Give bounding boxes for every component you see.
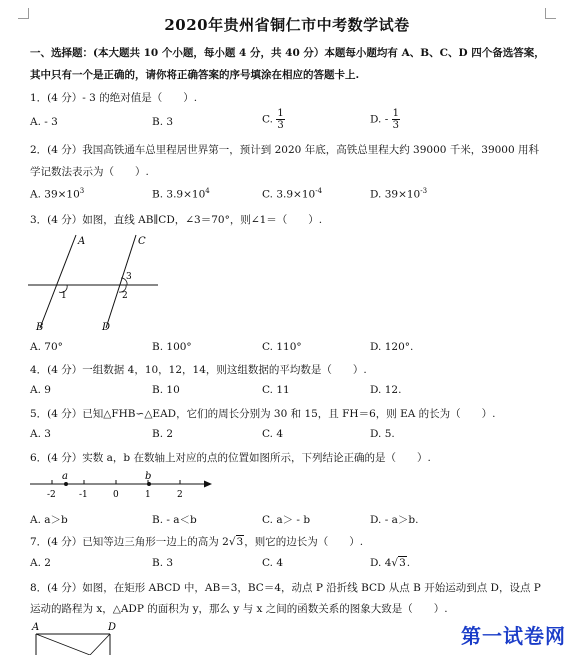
q7-d-radicand: 3 (399, 557, 406, 569)
q2-stem-line2: 学记数法表示为（ ）. (30, 166, 149, 178)
q6-point-a (64, 482, 68, 486)
q3-option-a: A. 70° (30, 341, 63, 353)
q4-stem: 4．(4 分）一组数据 4，10，12，14，则这组数据的平均数是（ ）. (30, 364, 367, 376)
q6-option-c: C. a＞ - b (262, 514, 311, 526)
q3-option-d: D. 120°. (370, 341, 414, 353)
watermark-logo: 第一试卷网 (461, 624, 566, 648)
q2-b-base: B. 3.9×10 (152, 188, 206, 201)
q5-stem: 5．(4 分）已知△FHB∽△EAD，它们的周长分别为 30 和 15，且 FH＝6，则 EA 的长为（ ）. (30, 408, 496, 420)
q2-option-b (152, 187, 210, 201)
q7-stem: 7．(4 分）已知等边三角形一边上的高为 2√3，则它的边长为（ ）. (30, 536, 364, 548)
q6-point-b (147, 482, 151, 486)
q8-stem-line1: 8．(4 分）如图，在矩形 ABCD 中，AB＝3，BC＝4，动点 P 沿折线 BCD 从点 B 开始运动到点 D，设点 P (30, 582, 541, 594)
q8-stem-line2: 运动的路程为 x，△ADP 的面积为 y，那么 y 与 x 之间的函数关系的图象大致是（ ）. (30, 603, 448, 615)
q7-stem-radicand: 3 (236, 536, 244, 548)
q1-d-numerator: 1 (392, 108, 399, 119)
q6-stem: 6．(4 分）实数 a，b 在数轴上对应的点的位置如图所示，下列结论正确的是（ ）. (30, 452, 431, 464)
q1-option-d-prefix: D. - (370, 113, 389, 126)
q3-label-angle3: 3 (126, 272, 132, 282)
q2-a-exponent: 3 (79, 187, 85, 195)
q7-stem-post: ，则它的边长为（ ）. (244, 536, 364, 548)
q6-option-b: B. - a＜b (152, 514, 197, 526)
q4-option-c: C. 11 (262, 384, 290, 396)
q8-label-a: A (32, 622, 40, 633)
q5-option-d: D. 5. (370, 428, 395, 440)
q1-option-c-fraction (276, 108, 284, 131)
q3-label-angle1: 1 (61, 291, 67, 301)
q6-option-d: D. - a＞b. (370, 514, 419, 526)
q8-label-d: D (108, 622, 117, 633)
q7-option-c: C. 4 (262, 557, 284, 569)
q6-option-a: A. a＞b (30, 514, 68, 526)
q2-c-base: C. 3.9×10 (262, 188, 316, 201)
q1-d-denominator: 3 (392, 120, 399, 131)
q2-a-base: A. 39×10 (30, 188, 80, 201)
q4-option-b: B. 10 (152, 384, 180, 396)
q6-tick-label: -1 (79, 490, 88, 500)
q2-d-base: D. 39×10 (370, 188, 421, 201)
q3-option-b: B. 100° (152, 341, 192, 353)
q7-d-post: . (406, 557, 411, 569)
q1-c-numerator: 1 (277, 108, 284, 119)
q7-option-d: D. 4√3. (370, 557, 411, 569)
section-instruction-line2: 其中只有一个是正确的，请你将正确答案的序号填涂在相应的答题卡上. (30, 69, 360, 81)
q7-d-pre: D. 4 (370, 557, 392, 569)
q3-option-c: C. 110° (262, 341, 302, 353)
q4-option-d: D. 12. (370, 384, 402, 396)
q3-parallel-lines-figure (28, 230, 163, 335)
q3-label-d: D (102, 322, 111, 333)
q5-option-b: B. 2 (152, 428, 174, 440)
q1-c-denominator: 3 (277, 120, 284, 131)
q1-option-b: B. 3 (152, 116, 174, 128)
q2-b-exponent: 4 (205, 187, 210, 195)
q1-stem: 1．(4 分）- 3 的绝对值是（ ）. (30, 92, 198, 104)
q1-option-d (370, 108, 400, 131)
q5-option-a: A. 3 (30, 428, 51, 440)
q6-point-a-label: a (62, 471, 68, 482)
q4-option-a: A. 9 (30, 384, 51, 396)
exam-title: 2020年贵州省铜仁市中考数学试卷 (164, 16, 410, 34)
q7-stem-pre: 7．(4 分）已知等边三角形一边上的高为 2 (30, 536, 229, 548)
q5-option-c: C. 4 (262, 428, 284, 440)
q1-option-c (262, 108, 285, 131)
q6-tick-label: -2 (47, 490, 56, 500)
q2-c-exponent: -4 (315, 187, 323, 195)
q2-d-exponent: -3 (420, 187, 428, 195)
q3-label-a: A (78, 236, 86, 247)
q8-rectangle-figure (30, 620, 130, 655)
q3-line-ab (40, 235, 76, 328)
q2-stem-line1: 2．(4 分）我国高铁通车总里程居世界第一，预计到 2020 年底，高铁总里程大约 39000 千米，39000 用科 (30, 144, 540, 156)
q1-option-a: A. - 3 (30, 116, 58, 128)
q3-label-c: C (138, 236, 146, 247)
q6-number-line-figure (30, 470, 215, 504)
q6-tick-label: 1 (145, 490, 151, 500)
q6-tick-label: 0 (113, 490, 119, 500)
q8-segment-ap (36, 634, 90, 655)
section-instruction-line1: 一、选择题：(本大题共 10 个小题，每小题 4 分，共 40 分）本题每小题均有 A、B、C、D 四个备选答案， (30, 47, 545, 59)
q7-option-b: B. 3 (152, 557, 174, 569)
q6-tick-label: 2 (177, 490, 183, 500)
q1-option-c-prefix: C. (262, 113, 273, 126)
q2-option-d (370, 187, 427, 201)
q1-option-d-fraction (392, 108, 400, 131)
q2-option-a (30, 187, 84, 201)
q3-label-b: B (36, 322, 44, 333)
q6-axis-arrow (204, 481, 212, 488)
q8-segment-dp (90, 634, 110, 655)
q6-point-b-label: b (145, 471, 152, 482)
q3-stem: 3．(4 分）如图，直线 AB∥CD，∠3＝70°，则∠1＝（ ）. (30, 214, 323, 226)
q7-option-a: A. 2 (30, 557, 51, 569)
q2-option-c (262, 187, 322, 201)
q3-label-angle2: 2 (122, 291, 128, 301)
